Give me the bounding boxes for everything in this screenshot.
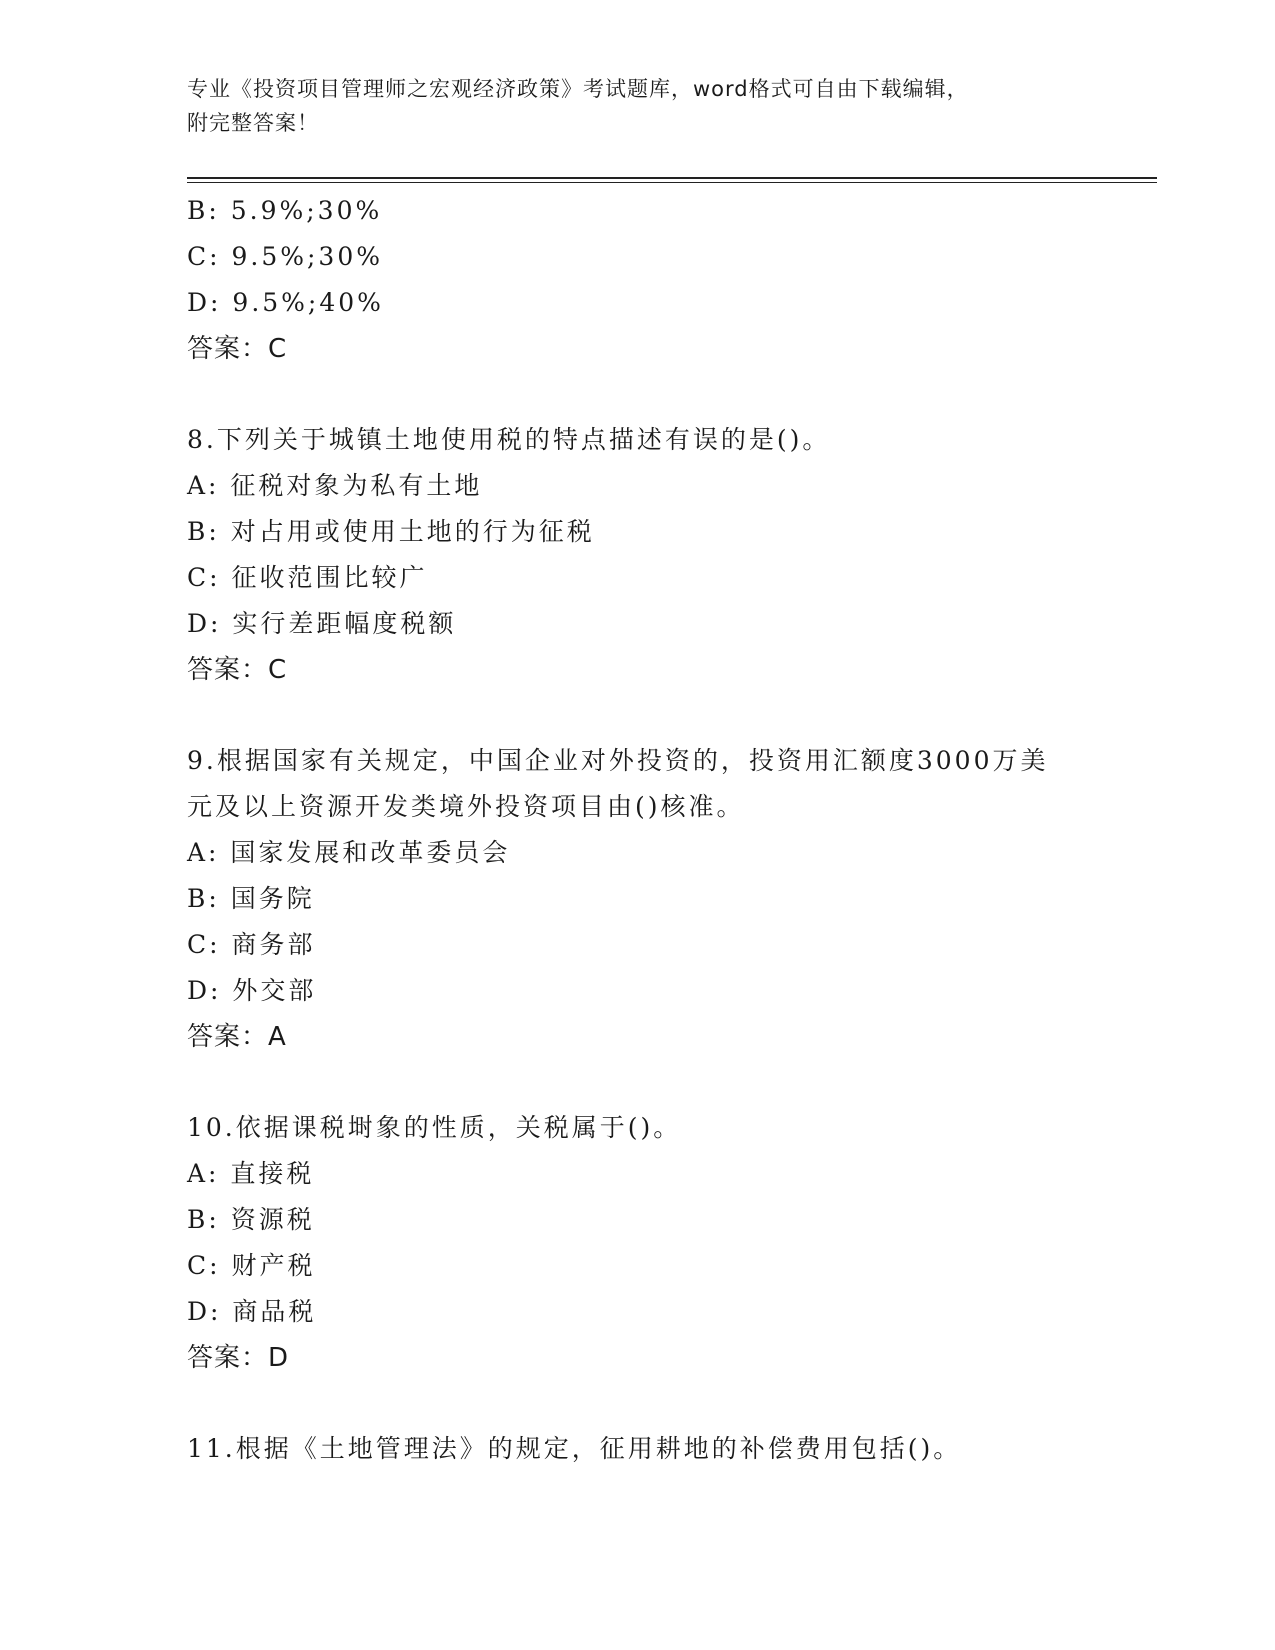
header-line-1: 专业《投资项目管理师之宏观经济政策》考试题库，word格式可自由下载编辑， (187, 77, 969, 101)
option-c: C: 征收范围比较广 (187, 563, 428, 592)
question-text: 11.根据《土地管理法》的规定，征用耕地的补偿费用包括()。 (187, 1434, 962, 1463)
option-a: A: 直接税 (187, 1159, 315, 1188)
question-8 (187, 417, 1107, 693)
option-b: B: 资源税 (187, 1205, 315, 1234)
question-text: 8.下列关于城镇土地使用税的特点描述有误的是()。 (187, 425, 831, 454)
option-b: B: 5.9%;30% (187, 196, 383, 225)
option-a: A: 国家发展和改革委员会 (187, 838, 511, 867)
option-c: C: 9.5%;30% (187, 242, 384, 271)
option-d: D: 外交部 (187, 976, 317, 1005)
option-b: B: 国务院 (187, 884, 315, 913)
question-text-line-1: 9.根据国家有关规定，中国企业对外投资的，投资用汇额度3000万美 (187, 746, 1049, 775)
option-d: D: 9.5%;40% (187, 288, 384, 317)
option-d: D: 商品税 (187, 1297, 317, 1326)
header-divider-thick (187, 177, 1157, 179)
option-b: B: 对占用或使用土地的行为征税 (187, 517, 595, 546)
answer-line: 答案：C (187, 655, 288, 685)
answer-line: 答案：C (187, 334, 288, 364)
option-c: C: 财产税 (187, 1251, 316, 1280)
option-c: C: 商务部 (187, 930, 316, 959)
header-line-2: 附完整答案！ (187, 111, 319, 135)
document-header (187, 72, 1087, 140)
question-11 (187, 1426, 1107, 1472)
answer-line: 答案：D (187, 1343, 290, 1373)
question-text-line-2: 元及以上资源开发类境外投资项目由()核准。 (187, 792, 745, 821)
option-a: A: 征税对象为私有土地 (187, 471, 483, 500)
document-body (187, 188, 1107, 1472)
question-10 (187, 1105, 1107, 1381)
header-divider-thin (187, 182, 1157, 183)
question-9 (187, 738, 1107, 1060)
question-text: 10.依据课税埘象的性质，关税属于()。 (187, 1113, 682, 1142)
question-7-tail (187, 188, 1107, 372)
answer-line: 答案：A (187, 1022, 287, 1052)
option-d: D: 实行差距幅度税额 (187, 609, 457, 638)
